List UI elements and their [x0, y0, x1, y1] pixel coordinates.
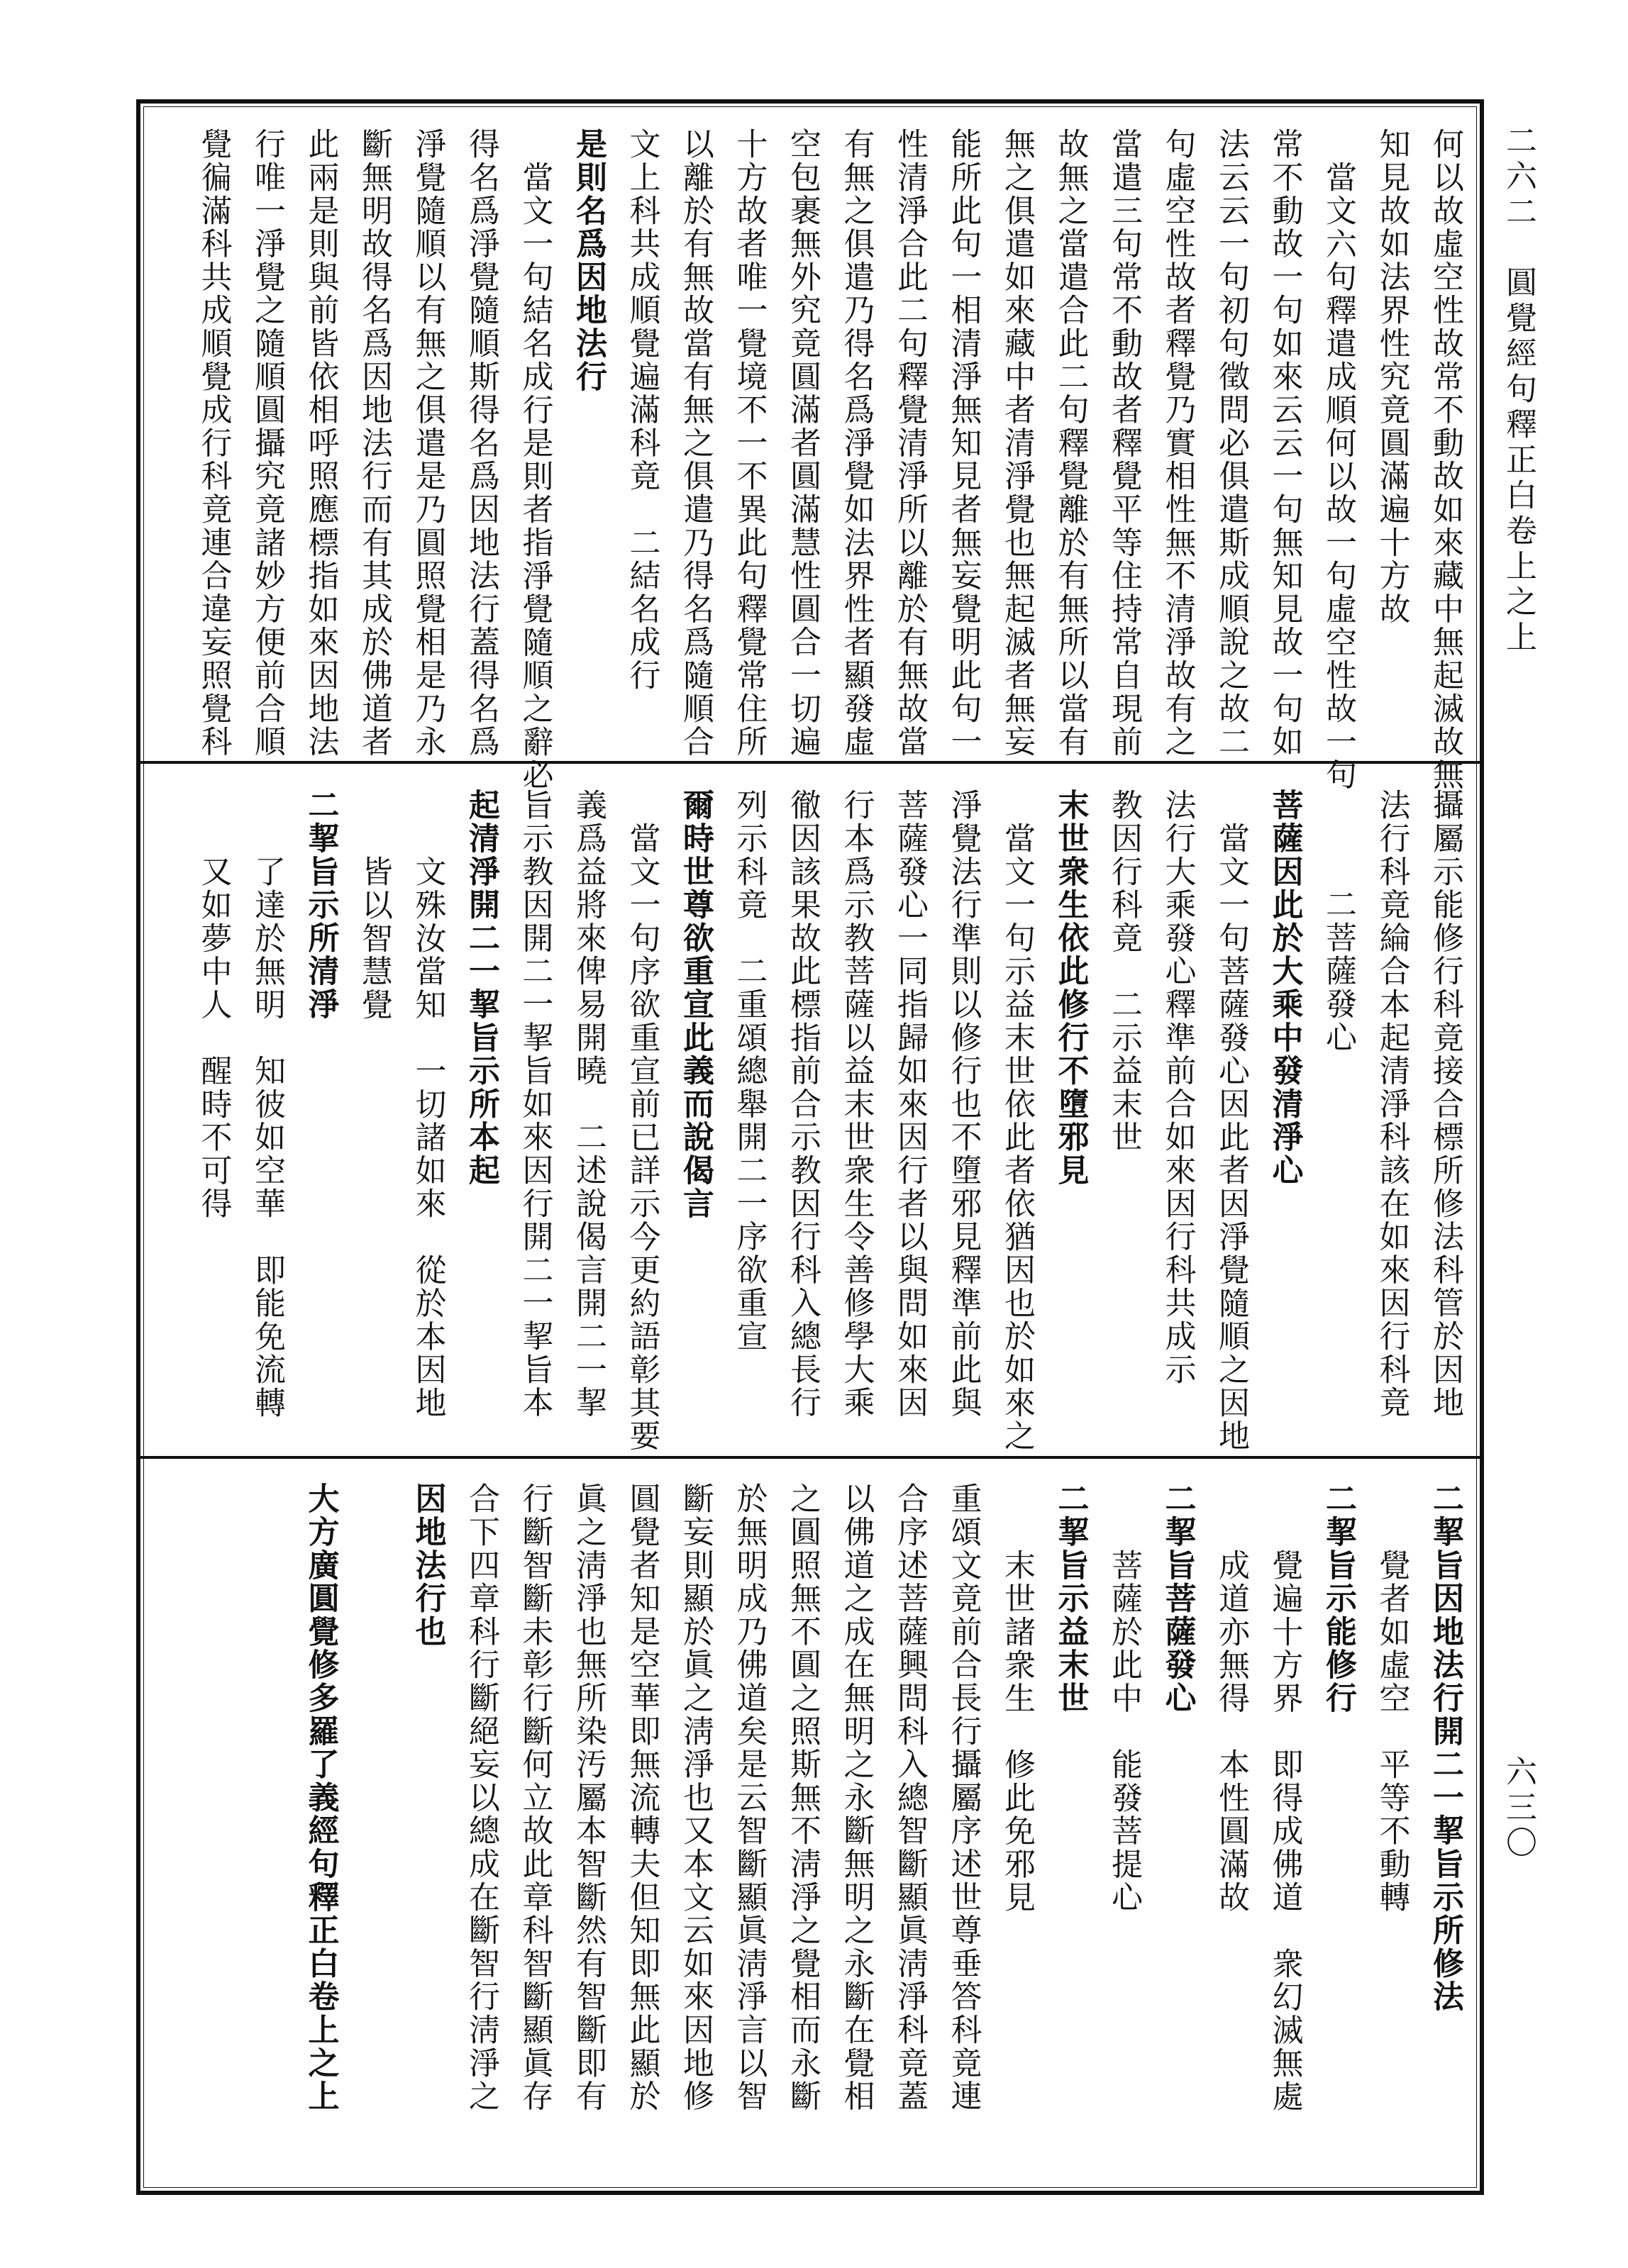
text-column: 又如夢中人 醒時不可得	[195, 855, 232, 1221]
text-column: 二挈旨示所清淨	[302, 789, 339, 1021]
text-column: 二挈旨因地法行開二一挈旨示所修法	[1427, 1482, 1463, 2013]
text-column: 二挈旨示益末世	[1052, 1482, 1089, 1715]
text-column: 句虛空性故者釋覺乃實相性無不清淨故有之	[1159, 128, 1196, 759]
text-column: 斷妄則顯於眞之淸淨也又本文云如來因地修	[677, 1482, 714, 2113]
text-column: 當文一句結名成行是則者指淨覺隨順之辭必	[516, 160, 553, 791]
text-column: 能所此句一相清淨無知見者無妄覺明此句一	[945, 128, 982, 759]
text-column: 重頌文竟前合長行攝屬序述世尊垂答科竟連	[945, 1482, 982, 2113]
text-column: 徹因該果故此標指前合示教因行科入總長行	[785, 789, 821, 1420]
text-column: 淨覺法行準則以修行也不墮邪見釋準前此與	[945, 789, 982, 1420]
text-column: 於無明成乃佛道矣是云智斷顯眞淸淨言以智	[731, 1482, 768, 2113]
text-column: 菩薩於此中 能發菩提心	[1106, 1548, 1142, 1914]
text-column: 當文一句示益末世依此者依猶因也於如來之	[999, 821, 1035, 1452]
text-column: 當遣三句常不動故者釋覺平等住持常自現前	[1106, 128, 1142, 759]
text-column: 法云云一句初句徵問必俱遣斯成順說之故二	[1213, 128, 1249, 759]
text-column: 文殊汝當知 一切諸如來 從於本因地	[409, 855, 446, 1420]
text-column: 起清淨開二一挈旨示所本起	[463, 789, 499, 1187]
text-column: 以離於有無故當有無之俱遣乃得名爲隨順合	[677, 128, 714, 759]
text-column: 得名爲淨覺隨順斯得名爲因地法行蓋得名爲	[463, 128, 499, 759]
text-column: 列示科竟 二重頌總舉開二一序欲重宣	[731, 789, 768, 1353]
text-column: 是則名爲因地法行	[570, 128, 607, 394]
text-column: 覺者如虛空 平等不動轉	[1373, 1548, 1410, 1914]
text-column: 覺徧滿科共成順覺成行科竟連合違妄照覺科	[195, 128, 232, 759]
text-column: 性清淨合此二句釋覺清淨所以離於有無故當	[892, 128, 928, 759]
text-column: 文上科共成順覺遍滿科竟 二結名成行	[624, 128, 660, 692]
text-column: 旨示教因開二一挈旨如來因行開二一挈旨本	[516, 789, 553, 1420]
text-column: 菩薩因此於大乘中發清淨心	[1266, 789, 1303, 1187]
text-column: 因地法行也	[409, 1482, 446, 1648]
text-column: 眞之淸淨也無所染汚屬本智斷然有智斷即有	[570, 1482, 607, 2113]
text-column: 圓覺者知是空華即無流轉夫但知即無此顯於	[624, 1482, 660, 2113]
right-margin-header: 二六二 圓覺經句釋正白卷上之上	[1500, 124, 1536, 656]
text-column: 行本爲示教菩薩以益末世衆生令善修學大乘	[838, 789, 875, 1420]
text-column: 十方故者唯一覺境不一不異此句釋覺常住所	[731, 128, 768, 759]
text-column: 成道亦無得 本性圓滿故	[1213, 1548, 1249, 1914]
text-column: 法行科竟綸合本起清淨科該在如來因行科竟	[1373, 789, 1410, 1420]
text-column: 皆以智慧覺	[356, 855, 392, 1021]
page-number: 六三〇	[1500, 1755, 1536, 1862]
text-column: 知見故如法界性究竟圓滿遍十方故	[1373, 128, 1410, 626]
panel-divider-bottom	[139, 1456, 1481, 1459]
text-column: 教因行科竟 二示益末世	[1106, 789, 1142, 1154]
text-column: 此兩是則與前皆依相呼照應標指如來因地法	[302, 128, 339, 759]
text-column: 常不動故一句如來云云一句無知見故一句如	[1266, 128, 1303, 759]
text-column: 二菩薩發心	[1320, 888, 1356, 1055]
text-column: 以佛道之成在無明之永斷無明之永斷在覺相	[838, 1482, 875, 2113]
text-column: 末世諸衆生 修此免邪見	[999, 1548, 1035, 1914]
text-column: 淨覺隨順以有無之俱遣是乃圓照覺相是乃永	[409, 128, 446, 759]
text-column: 菩薩發心一同指歸如來因行者以與問如來因	[892, 789, 928, 1420]
text-column: 法行大乘發心釋準前合如來因行科共成示	[1159, 789, 1196, 1386]
text-column: 合下四章科行斷絕妄以總成在斷智行淸淨之	[463, 1482, 499, 2113]
text-column: 行斷智斷未彰行斷何立故此章科智斷顯眞存	[516, 1482, 553, 2113]
text-column: 空包裹無外究竟圓滿者圓滿慧性圓合一切遍	[785, 128, 821, 759]
text-column: 大方廣圓覺修多羅了義經句釋正白卷上之上	[302, 1482, 339, 2113]
text-column: 有無之俱遣乃得名爲淨覺如法界性者顯發虛	[838, 128, 875, 759]
text-column: 攝屬示能修行科竟接合標所修法科管於因地	[1427, 789, 1463, 1420]
text-column: 之圓照無不圓之照斯無不淸淨之覺相而永斷	[785, 1482, 821, 2113]
text-column: 二挈旨示能修行	[1320, 1482, 1356, 1715]
text-column: 斷無明故得名爲因地法行而有其成於佛道者	[356, 128, 392, 759]
text-column: 故無之當遣合此二句釋覺離於有無所以當有	[1052, 128, 1089, 759]
text-column: 覺遍十方界 即得成佛道 衆幻滅無處	[1266, 1548, 1303, 2113]
text-column: 當文六句釋遣成順何以故一句虛空性故一句	[1320, 160, 1356, 791]
text-column: 二挈旨菩薩發心	[1159, 1482, 1196, 1715]
text-column: 末世衆生依此修行不墮邪見	[1052, 789, 1089, 1187]
text-column: 行唯一淨覺之隨順圓攝究竟諸妙方便前合順	[249, 128, 285, 759]
text-column: 當文一句序欲重宣前已詳示今更約語彰其要	[624, 821, 660, 1452]
panel-divider-top	[139, 761, 1481, 764]
text-column: 義爲益將來俾易開曉 二述說偈言開二一挈	[570, 789, 607, 1420]
text-column: 合序述菩薩興問科入總智斷顯眞淸淨科竟蓋	[892, 1482, 928, 2113]
text-column: 爾時世尊欲重宣此義而說偈言	[677, 789, 714, 1221]
text-column: 無之俱遣如來藏中者清淨覺也無起滅者無妄	[999, 128, 1035, 759]
text-column: 當文一句菩薩發心因此者因淨覺隨順之因地	[1213, 821, 1249, 1452]
text-column: 了達於無明 知彼如空華 即能免流轉	[249, 855, 285, 1420]
text-column: 何以故虛空性故常不動故如來藏中無起滅故無	[1427, 128, 1463, 791]
